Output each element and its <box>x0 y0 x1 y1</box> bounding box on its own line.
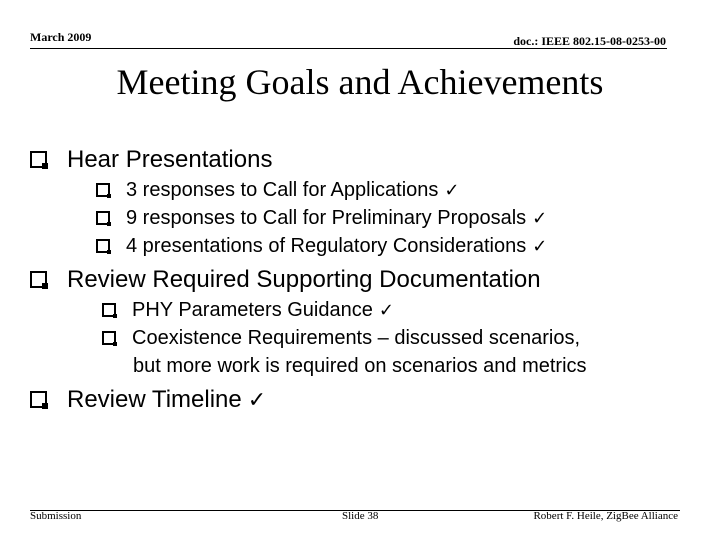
footer-submission: Submission <box>30 510 82 522</box>
bullet-text: Review Required Supporting Documentation <box>67 266 541 293</box>
checkmark-icon: ✓ <box>532 208 548 229</box>
slide-title: Meeting Goals and Achievements <box>116 62 604 102</box>
square-bullet-icon <box>102 303 116 317</box>
subbullet-phy-parameters <box>102 298 394 323</box>
subbullet-text: 4 presentations of Regulatory Considerations <box>126 235 527 257</box>
subbullet-text: PHY Parameters Guidance <box>132 299 373 321</box>
bullet-text: Hear Presentations <box>67 146 273 173</box>
header-doc-id: doc.: IEEE 802.15-08-0253-00 <box>513 34 666 48</box>
checkmark-icon: ✓ <box>444 180 460 201</box>
footer-slide-number: Slide 38 <box>342 510 379 522</box>
subbullet-call-for-applications <box>96 178 460 203</box>
subbullet-text: 9 responses to Call for Preliminary Proposals <box>126 207 527 229</box>
square-bullet-icon <box>30 391 47 408</box>
subbullet-preliminary-proposals <box>96 206 547 231</box>
subbullet-text: Coexistence Requirements – discussed scenarios, <box>132 327 580 349</box>
square-bullet-icon <box>96 183 110 197</box>
bullet-hear-presentations <box>30 146 272 174</box>
bullet-text: Review Timeline <box>67 386 242 413</box>
checkmark-icon: ✓ <box>247 388 267 413</box>
square-bullet-icon <box>30 271 47 288</box>
bullet-review-timeline <box>30 386 266 415</box>
checkmark-icon: ✓ <box>378 300 394 321</box>
subbullet-text: 3 responses to Call for Applications <box>126 179 439 201</box>
subbullet-regulatory-considerations <box>96 234 547 259</box>
bullet-supporting-documentation <box>30 266 541 294</box>
square-bullet-icon <box>102 331 116 345</box>
square-bullet-icon <box>96 211 110 225</box>
square-bullet-icon <box>96 239 110 253</box>
subbullet-coexistence-requirements <box>102 326 580 350</box>
subbullet-continuation: but more work is required on scenarios and metrics <box>133 355 587 377</box>
header-divider <box>30 48 667 49</box>
checkmark-icon: ✓ <box>532 236 548 257</box>
square-bullet-icon <box>30 151 47 168</box>
footer-author: Robert F. Heile, ZigBee Alliance <box>533 510 678 522</box>
header-date: March 2009 <box>30 30 92 44</box>
